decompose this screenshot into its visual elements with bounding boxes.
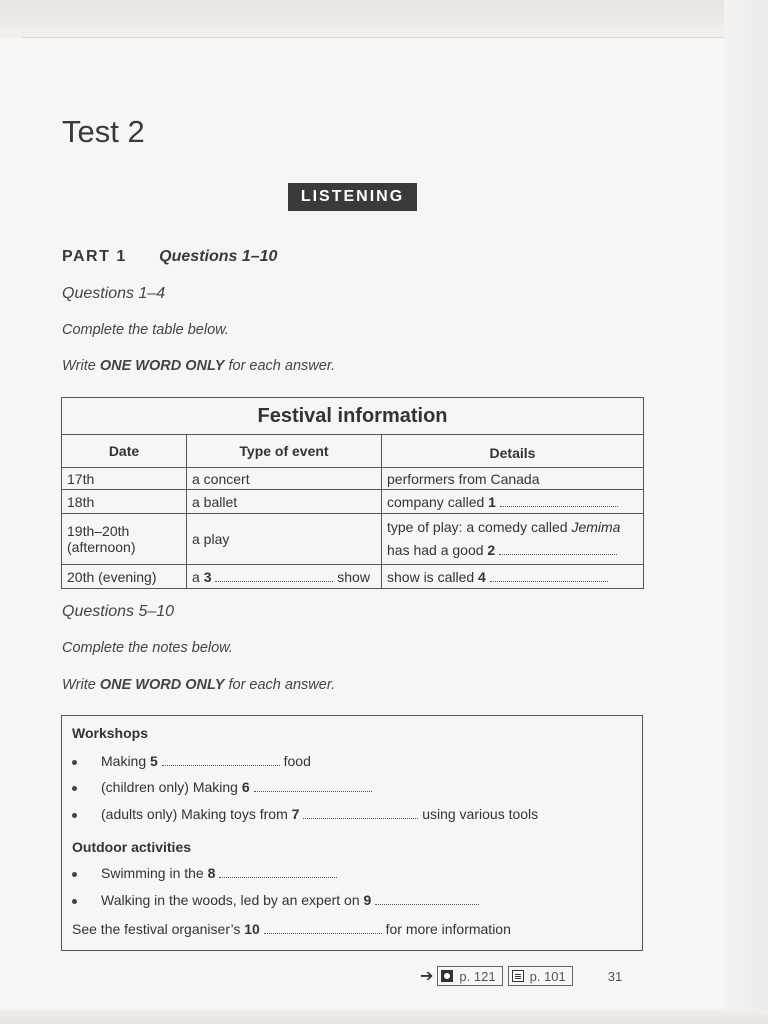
details-cell: type of play: a comedy called Jemima has had a good 2 <box>382 514 644 565</box>
part-questions: Questions 1–10 <box>159 248 278 265</box>
document-icon <box>512 970 524 982</box>
notes-instruction: Complete the notes below. <box>62 640 233 656</box>
answer-gap-10 <box>264 923 382 934</box>
word-limit-instruction-1: Write ONE WORD ONLY for each answer. <box>62 358 336 374</box>
page-title: Test 2 <box>62 114 145 149</box>
table-title: Festival information <box>62 398 644 435</box>
list-item: (children only) Making 6 <box>72 779 372 795</box>
bullet-icon <box>72 872 77 877</box>
questions-1-4-heading: Questions 1–4 <box>62 285 166 302</box>
answer-gap-2 <box>499 544 617 555</box>
workshops-heading: Workshops <box>72 725 148 741</box>
part-heading <box>62 248 277 266</box>
table-instruction: Complete the table below. <box>62 322 229 338</box>
bullet-icon <box>72 760 77 765</box>
column-header: Type of event <box>187 435 382 468</box>
list-item: Swimming in the 8 <box>72 865 337 881</box>
audio-icon <box>441 970 453 982</box>
section-badge: LISTENING <box>288 183 417 211</box>
bullet-icon <box>72 899 77 904</box>
date-cell: 19th–20th (afternoon) <box>62 514 187 565</box>
details-cell: show is called 4 <box>382 565 644 589</box>
festival-table <box>61 397 644 589</box>
bullet-icon <box>72 813 77 818</box>
answer-gap-6 <box>254 781 372 792</box>
event-cell: a play <box>187 514 382 565</box>
table-header-row <box>62 435 644 468</box>
event-cell: a ballet <box>187 490 382 514</box>
scan-edge-right <box>724 0 768 1024</box>
scan-edge-bottom <box>0 1010 768 1024</box>
answer-gap-9 <box>375 894 479 905</box>
list-item: (adults only) Making toys from 7 using various tools <box>72 806 538 822</box>
answer-gap-7 <box>303 808 418 819</box>
part-label: PART 1 <box>62 248 127 265</box>
date-cell: 17th <box>62 468 187 490</box>
see-organiser-line: See the festival organiser’s 10 for more information <box>72 921 511 937</box>
table-row <box>62 565 644 589</box>
column-header: Details <box>382 435 644 468</box>
answer-gap-8 <box>219 867 337 878</box>
word-limit-instruction-2: Write ONE WORD ONLY for each answer. <box>62 677 336 693</box>
event-cell: a 3 show <box>187 565 382 589</box>
notes-box <box>61 715 643 951</box>
event-cell: a concert <box>187 468 382 490</box>
arrow-right-icon: ➔ <box>420 968 434 985</box>
table-row <box>62 514 644 565</box>
audio-script-reference[interactable]: p. 121 <box>437 966 502 986</box>
answer-gap-4 <box>490 571 608 582</box>
bullet-icon <box>72 786 77 791</box>
answer-key-reference[interactable]: p. 101 <box>508 966 573 986</box>
list-item: Making 5 food <box>72 753 311 769</box>
answer-gap-5 <box>162 755 280 766</box>
footer-references <box>420 965 622 987</box>
answer-gap-3 <box>215 571 333 582</box>
column-header: Date <box>62 435 187 468</box>
answer-gap-1 <box>500 496 618 507</box>
page-number: 31 <box>607 968 623 984</box>
scan-edge-top <box>0 0 768 38</box>
date-cell: 20th (evening) <box>62 565 187 589</box>
questions-5-10-heading: Questions 5–10 <box>62 603 175 620</box>
table-row <box>62 490 644 514</box>
details-cell: company called 1 <box>382 490 644 514</box>
table-row <box>62 468 644 490</box>
date-cell: 18th <box>62 490 187 514</box>
outdoor-heading: Outdoor activities <box>72 839 192 855</box>
details-cell: performers from Canada <box>382 468 644 490</box>
list-item: Walking in the woods, led by an expert on 9 <box>72 892 479 908</box>
